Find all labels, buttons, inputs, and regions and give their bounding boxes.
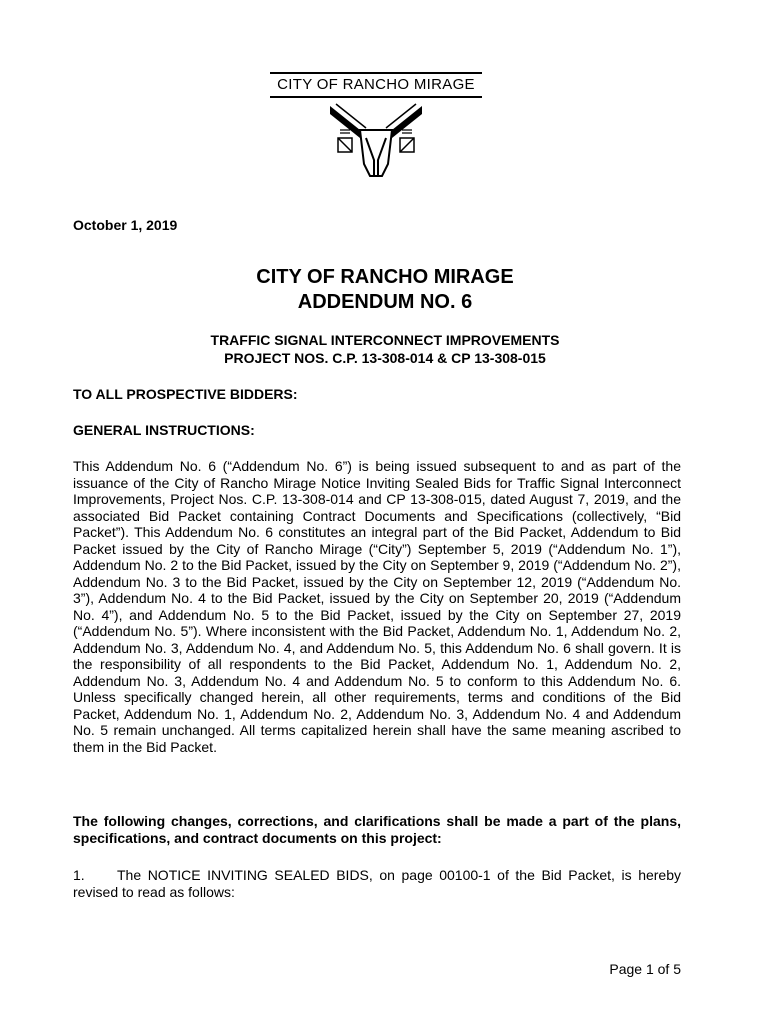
list-item-text: The NOTICE INVITING SEALED BIDS, on page 00100-1 of the Bid Packet, is hereby revised to read as follows: — [73, 867, 681, 900]
project-numbers: PROJECT NOS. C.P. 13-308-014 & CP 13-308-015 — [224, 350, 546, 366]
project-name: TRAFFIC SIGNAL INTERCONNECT IMPROVEMENTS — [210, 332, 560, 348]
document-date: October 1, 2019 — [73, 217, 178, 233]
list-item — [73, 867, 681, 900]
heading-general-instructions: GENERAL INSTRUCTIONS: — [73, 422, 255, 438]
list-item-number: 1. — [73, 867, 85, 883]
document-title: CITY OF RANCHO MIRAGE — [256, 266, 514, 288]
heading-prospective-bidders: TO ALL PROSPECTIVE BIDDERS: — [73, 386, 298, 402]
addendum-number-title: ADDENDUM NO. 6 — [297, 291, 473, 313]
intro-paragraph: This Addendum No. 6 (“Addendum No. 6”) is being issued subsequent to and as part of the issuance of the City of Rancho Mirage Notice Inviting Sealed Bids for Traffic Signal Interconnect Improvements, Project Nos. C.P. 13-308-014 and CP 13-308-015, dated August 7, 2019, and the associated Bid Packet containing Contract Documents and Specifications (collectively, “Bid Packet”). This Addendum No. 6 constitutes an integral part of the Bid Packet, Addendum to Bid Packet issued by the City of Rancho Mirage (“City”) September 5, 2019 (“Addendum No. 1”), Addendum No. 2 to the Bid Packet, issued by the City on September 9, 2019 (“Addendum No. 2”), Addendum No. 3 to the Bid Packet, issued by the City on September 12, 2019 (“Addendum No. 3”), Addendum No. 4 to the Bid Packet, issued by the City on September 20, 2019 (“Addendum No. 4”), and Addendum No. 5 to the Bid Packet, issued by the City on September 27, 2019 (“Addendum No. 5”). Where inconsistent with the Bid Packet, Addendum No. 1, Addendum No. 2, Addendum No. 3, Addendum No. 4, and Addendum No. 5, this Addendum No. 6 shall govern. It is the responsibility of all respondents to the Bid Packet, Addendum No. 1, Addendum No. 2, Addendum No. 3, Addendum No. 4 and Addendum No. 5 to conform to this Addendum No. 6. Unless specifically changed herein, all other requirements, terms and conditions of the Bid Packet, Addendum No. 1, Addendum No. 2, Addendum No. 3, Addendum No. 4 and Addendum No. 5 remain unchanged. All terms capitalized herein shall have the same meaning ascribed to them in the Bid Packet. — [73, 458, 681, 755]
logo-text: CITY OF RANCHO MIRAGE — [277, 76, 475, 93]
logo-rule-bottom — [270, 96, 482, 98]
ram-emblem-icon — [326, 100, 426, 182]
page-number: Page 1 of 5 — [609, 961, 681, 977]
logo-rule-top — [270, 72, 482, 74]
changes-paragraph: The following changes, corrections, and clarifications shall be made a part of the plans, specifications, and contract documents on this project: — [73, 813, 681, 846]
city-logo — [270, 72, 482, 182]
